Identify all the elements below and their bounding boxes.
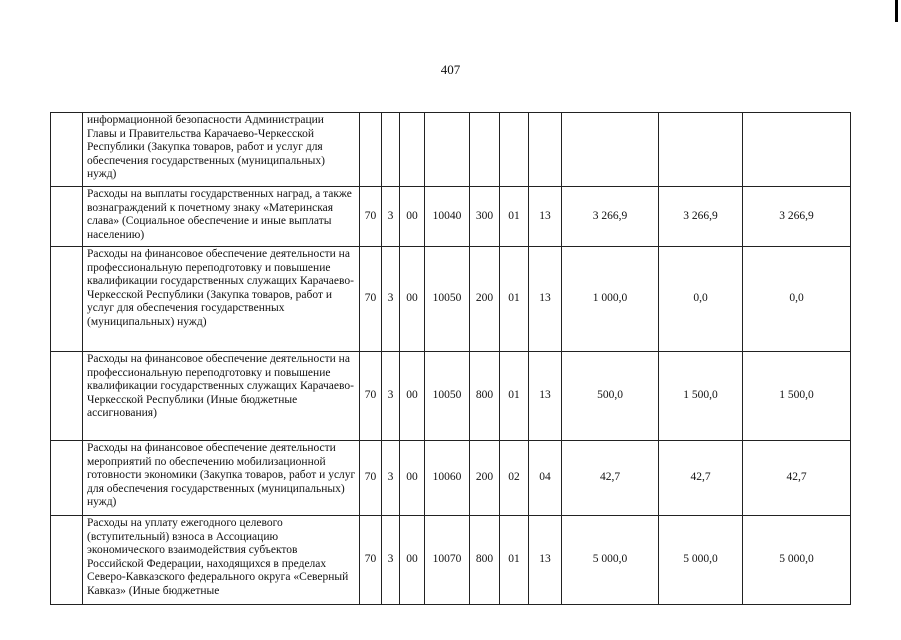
page-number: 407 (440, 62, 461, 77)
table-row (51, 113, 851, 187)
amount-3 (743, 113, 851, 187)
code-section: 01 (500, 247, 529, 352)
code-subsection (529, 113, 562, 187)
amount-2: 3 266,9 (659, 187, 743, 247)
amount-3: 0,0 (743, 247, 851, 352)
code-expense-type: 800 (470, 516, 500, 605)
code-subsection: 04 (529, 441, 562, 516)
code-expense-type: 300 (470, 187, 500, 247)
code-subprogram (400, 113, 425, 187)
code-subsection: 13 (529, 187, 562, 247)
code-expense-type: 800 (470, 352, 500, 441)
row-index-cell (51, 441, 83, 516)
code-program: 3 (382, 187, 400, 247)
row-index-cell (51, 352, 83, 441)
amount-3: 5 000,0 (743, 516, 851, 605)
code-subsection: 13 (529, 247, 562, 352)
amount-1: 500,0 (562, 352, 659, 441)
code-subprogram: 00 (400, 516, 425, 605)
code-ministry: 70 (360, 441, 382, 516)
row-index-cell (51, 247, 83, 352)
amount-1: 42,7 (562, 441, 659, 516)
code-ministry: 70 (360, 247, 382, 352)
code-ministry: 70 (360, 516, 382, 605)
table-row (51, 352, 851, 441)
code-direction (425, 113, 470, 187)
expense-name: Расходы на финансовое обеспечение деятельности на профессиональную переподготовку и повышение квалификации государственных служащих Карачаево-Черкесской Республики (Закупка товаров, работ и услуг для обеспечения государственных (муниципальных) нужд) (83, 247, 360, 352)
budget-table (50, 112, 851, 605)
code-expense-type: 200 (470, 441, 500, 516)
code-section: 01 (500, 352, 529, 441)
table-row (51, 247, 851, 352)
amount-3: 1 500,0 (743, 352, 851, 441)
code-section (500, 113, 529, 187)
code-direction: 10070 (425, 516, 470, 605)
amount-1: 5 000,0 (562, 516, 659, 605)
code-direction: 10060 (425, 441, 470, 516)
code-direction: 10050 (425, 352, 470, 441)
code-program: 3 (382, 247, 400, 352)
expense-name: Расходы на финансовое обеспечение деятельности на профессиональную переподготовку и повышение квалификации государственных служащих Карачаево-Черкесской Республики (Иные бюджетные ассигнования) (83, 352, 360, 441)
amount-3: 3 266,9 (743, 187, 851, 247)
scan-edge-mark (895, 0, 898, 22)
code-subprogram: 00 (400, 441, 425, 516)
row-index-cell (51, 113, 83, 187)
row-index-cell (51, 516, 83, 605)
amount-2: 42,7 (659, 441, 743, 516)
expense-name: Расходы на выплаты государственных наград, а также вознаграждений к почетному знаку «Материнская слава» (Социальное обеспечение и иные выплаты населению) (83, 187, 360, 247)
code-direction: 10040 (425, 187, 470, 247)
code-section: 01 (500, 516, 529, 605)
amount-2: 0,0 (659, 247, 743, 352)
code-direction: 10050 (425, 247, 470, 352)
code-subprogram: 00 (400, 352, 425, 441)
row-index-cell (51, 187, 83, 247)
code-program (382, 113, 400, 187)
amount-2 (659, 113, 743, 187)
table-row (51, 516, 851, 605)
code-expense-type: 200 (470, 247, 500, 352)
code-expense-type (470, 113, 500, 187)
expense-name: информационной безопасности Администрации Главы и Правительства Карачаево-Черкесской Республики (Закупка товаров, работ и услуг для обеспечения государственных (муниципальных) нужд) (83, 113, 360, 187)
code-section: 02 (500, 441, 529, 516)
code-program: 3 (382, 441, 400, 516)
expense-name: Расходы на финансовое обеспечение деятельности мероприятий по обеспечению мобилизационной готовности экономики (Закупка товаров, работ и услуг для обеспечения государственных (муниципальных) нужд) (83, 441, 360, 516)
code-ministry: 70 (360, 187, 382, 247)
expense-name: Расходы на уплату ежегодного целевого (вступительный) взноса в Ассоциацию экономического взаимодействия субъектов Российской Федерации, находящихся в пределах Северо-Кавказского федерального округа «Северный Кавказ» (Иные бюджетные (83, 516, 360, 605)
amount-1: 3 266,9 (562, 187, 659, 247)
code-program: 3 (382, 516, 400, 605)
code-ministry (360, 113, 382, 187)
table-row (51, 187, 851, 247)
code-section: 01 (500, 187, 529, 247)
amount-1 (562, 113, 659, 187)
amount-2: 1 500,0 (659, 352, 743, 441)
code-subsection: 13 (529, 352, 562, 441)
code-subprogram: 00 (400, 187, 425, 247)
amount-3: 42,7 (743, 441, 851, 516)
table-row (51, 441, 851, 516)
code-program: 3 (382, 352, 400, 441)
amount-1: 1 000,0 (562, 247, 659, 352)
code-subsection: 13 (529, 516, 562, 605)
code-subprogram: 00 (400, 247, 425, 352)
amount-2: 5 000,0 (659, 516, 743, 605)
code-ministry: 70 (360, 352, 382, 441)
